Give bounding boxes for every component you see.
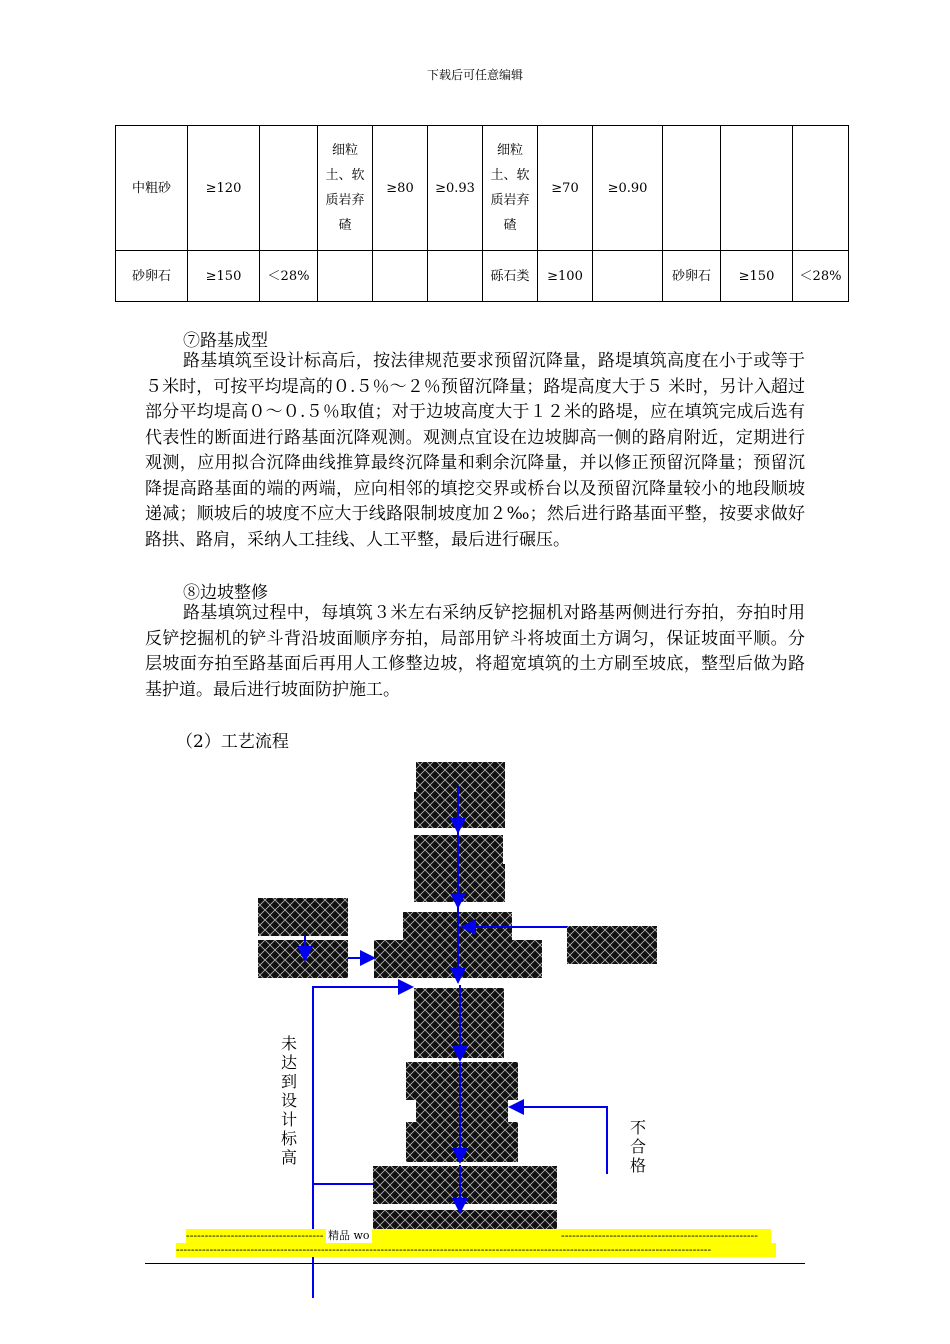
table-cell: ≥0.90: [593, 126, 663, 251]
diagram-title: （2）工艺流程: [176, 732, 289, 752]
footer-highlight: ------------------------------------- 精品 wo ----------------------------------------------------- ------------------------------------------------------------------------------------------------------------------------------------------------: [176, 1229, 776, 1259]
flow-box: [414, 864, 505, 902]
flow-box: [258, 898, 348, 936]
flow-box: [373, 1166, 557, 1204]
section-title-slope-trimming: ⑧边坡整修: [183, 583, 268, 603]
page-header: 下载后可任意编辑: [426, 68, 523, 82]
table-cell: 砂卵石: [116, 251, 188, 302]
table-cell: ≥120: [188, 126, 260, 251]
flow-box: [567, 926, 657, 964]
table-cell: ≥150: [188, 251, 260, 302]
label-not-reached-design-elevation: 未达到设计标高: [280, 1034, 297, 1167]
table-cell: ≥100: [538, 251, 593, 302]
paragraph-slope-trimming: 路基填筑过程中，每填筑３米左右采纳反铲挖掘机对路基两侧进行夯拍，夯拍时用反铲挖掘机的铲斗背沿坡面顺序夯拍，局部用铲斗将坡面土方调匀，保证坡面平顺。分层坡面夯拍至路基面后再用人工修整边坡，将超宽填筑的土方刷至坡底，整型后做为路基护道。最后进行坡面防护施工。: [145, 603, 805, 700]
table-cell: ≥70: [538, 126, 593, 251]
feedback-line-unqualified: [512, 1107, 607, 1174]
flow-box: [406, 1122, 518, 1162]
flow-box: [414, 792, 505, 828]
flow-box: [258, 940, 348, 978]
footer-rule: [145, 1263, 805, 1264]
footer-text: 精品 wo: [328, 1229, 370, 1242]
section-title-subgrade-forming: ⑦路基成型: [183, 331, 268, 351]
table-cell: 中粗砂: [116, 126, 188, 251]
table-cell: 细粒土、软质岩弃碴: [483, 126, 538, 251]
label-unqualified: 不合格: [629, 1118, 646, 1175]
table-cell: ≥0.93: [428, 126, 483, 251]
table-cell: 砾石类: [483, 251, 538, 302]
flow-box: [406, 1062, 518, 1100]
table-cell: ＜28%: [793, 251, 849, 302]
table-cell: 细粒土、软质岩弃碴: [318, 126, 373, 251]
table-cell: ≥150: [721, 251, 793, 302]
table-cell: ≥80: [373, 126, 428, 251]
flow-box: [416, 1096, 508, 1124]
table-cell: ＜28%: [260, 251, 318, 302]
paragraph-subgrade-forming: 路基填筑至设计标高后，按法律规范要求预留沉降量，路堤填筑高度在小于或等于５米时，可按平均堤高的０.５％～２％预留沉降量；路堤高度大于５ 米时，另计入超过部分平均堤高０～０.５％取值；对于边坡高度大于１２米的路堤，应在填筑完成后选有代表性的断面进行路基面沉降观测。观测点宜设在边坡脚高一侧的路肩附近，定期进行观测，应用拟合沉降曲线推算最终沉降量和剩余沉降量，并以修正预留沉降量；预留沉降提高路基面的端的两端，应向相邻的填挖交界或桥台以及预留沉降量较小的地段顺坡递减；顺坡后的坡度不应大于线路限制坡度加２‰；然后进行路基面平整，按要求做好路拱、路肩，采纳人工挂线、人工平整，最后进行碾压。: [145, 351, 805, 550]
table-cell: 砂卵石: [663, 251, 721, 302]
